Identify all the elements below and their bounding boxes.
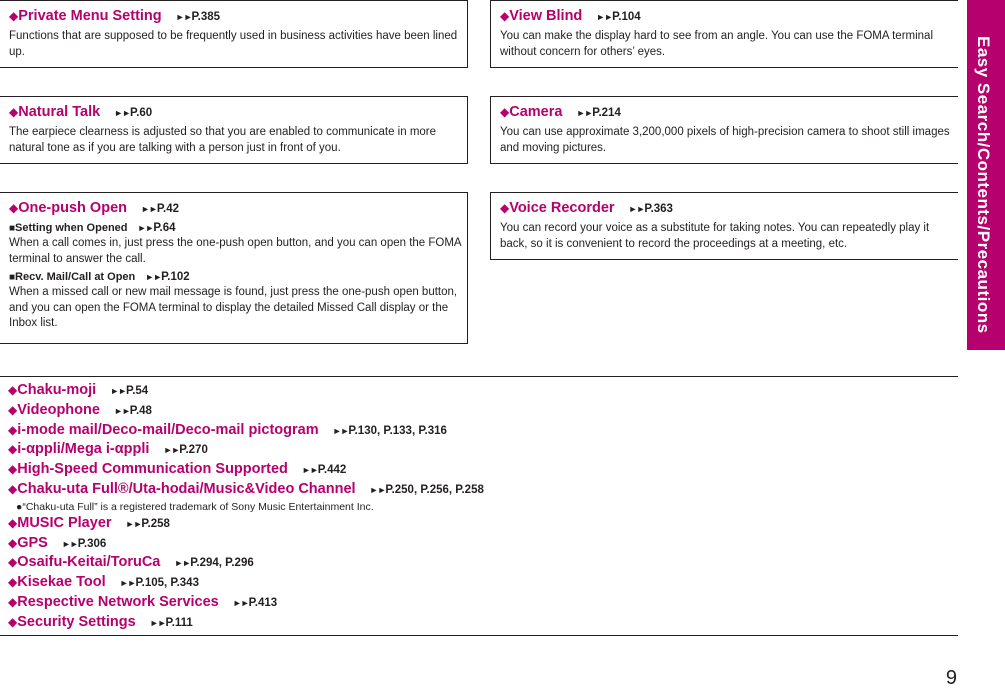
diamond-icon: ◆ xyxy=(8,442,18,457)
title-text: One-push Open xyxy=(18,200,127,216)
list-item xyxy=(8,514,950,534)
title-text: Natural Talk xyxy=(18,104,101,120)
list-item-title: i-mode mail/Deco-mail/Deco-mail pictogram xyxy=(17,421,319,438)
arrow-icon: ►► xyxy=(596,12,613,22)
arrow-icon: ►► xyxy=(149,617,166,628)
page-ref xyxy=(163,444,207,456)
page-ref-text: P.48 xyxy=(129,404,152,417)
bullet-icon: ● xyxy=(16,500,23,513)
page-ref xyxy=(302,464,346,476)
page-ref-text: P.105, P.343 xyxy=(135,577,199,590)
page-ref xyxy=(114,405,152,417)
diamond-icon: ◆ xyxy=(8,402,18,417)
trademark-note-text: “Chaku-uta Full” is a registered trademark of Sony Music Entertainment Inc. xyxy=(22,500,374,513)
page-ref xyxy=(110,385,148,397)
list-item-title: High-Speed Communication Supported xyxy=(17,461,288,478)
arrow-icon: ►► xyxy=(114,108,130,118)
list-item xyxy=(8,613,950,633)
feature-list xyxy=(0,376,958,636)
arrow-icon: ►► xyxy=(163,445,180,456)
page-ref-text: P.270 xyxy=(179,444,208,457)
page-ref xyxy=(126,518,170,530)
page-ref-text: P.60 xyxy=(130,107,153,119)
list-item xyxy=(8,440,950,460)
page-ref-text: P.363 xyxy=(644,203,673,215)
subsection-title-text: Setting when Opened xyxy=(15,222,128,234)
page-ref-text: P.413 xyxy=(248,596,278,609)
page-ref-text: P.104 xyxy=(612,11,641,23)
page-ref-text: P.111 xyxy=(165,616,193,629)
diamond-icon: ◆ xyxy=(8,575,18,590)
diamond-icon: ◆ xyxy=(500,9,510,23)
arrow-icon: ►► xyxy=(140,204,157,214)
section-title xyxy=(9,199,461,218)
square-icon: ■ xyxy=(9,223,16,234)
page-ref-text: P.102 xyxy=(161,271,190,283)
page-ref xyxy=(596,11,640,23)
page-ref xyxy=(114,107,152,119)
page-ref-text: P.442 xyxy=(317,464,347,477)
section-description: You can make the display hard to see from an angle. You can use the FOMA terminal without concern for others’ eyes. xyxy=(500,30,934,58)
arrow-icon: ►► xyxy=(174,558,191,569)
subsection-description: When a call comes in, just press the one-push open button, and you can open the FOMA terminal to answer the call. xyxy=(9,237,461,265)
page-ref-text: P.54 xyxy=(126,385,149,397)
side-tab-bar xyxy=(967,0,1005,350)
list-item-title: GPS xyxy=(17,534,48,551)
side-tab-label: Easy Search/Contents/Precautions xyxy=(974,36,993,334)
section-voice-recorder xyxy=(490,192,958,260)
list-item-title: Kisekae Tool xyxy=(17,574,106,591)
page-ref-text: P.64 xyxy=(153,222,176,234)
section-natural-talk xyxy=(0,96,468,164)
section-one-push-open xyxy=(0,192,468,344)
section-view-blind xyxy=(490,0,958,68)
list-item-title: Security Settings xyxy=(17,613,136,630)
section-title xyxy=(9,7,461,26)
arrow-icon: ►► xyxy=(61,538,78,549)
list-item-title: i-αppli/Mega i-αppli xyxy=(17,441,150,458)
page-ref xyxy=(333,425,447,437)
arrow-icon: ►► xyxy=(113,405,130,416)
subsection-description: When a missed call or new mail message is found, just press the one-push open button, and you can open the FOMA terminal to display the detailed Missed Call display or the Inbox list. xyxy=(9,286,458,329)
page-ref xyxy=(370,484,484,496)
diamond-icon: ◆ xyxy=(8,515,18,530)
page-ref xyxy=(176,11,220,23)
section-description: Functions that are supposed to be frequently used in business activities have been lined up. xyxy=(9,30,458,58)
trademark-note xyxy=(8,500,950,514)
page-number: 9 xyxy=(945,667,957,689)
list-item xyxy=(8,421,950,441)
page-ref xyxy=(576,107,620,119)
page-ref-text: P.42 xyxy=(156,203,179,215)
page-ref xyxy=(233,597,277,609)
diamond-icon: ◆ xyxy=(9,105,19,119)
arrow-icon: ►► xyxy=(119,578,136,589)
list-item xyxy=(8,401,950,421)
diamond-icon: ◆ xyxy=(8,481,18,496)
diamond-icon: ◆ xyxy=(8,462,18,477)
diamond-icon: ◆ xyxy=(500,105,510,119)
diamond-icon: ◆ xyxy=(500,201,510,215)
section-description: The earpiece clearness is adjusted so that you are enabled to communicate in more natural tone as if you are talking with a person just in front of you. xyxy=(9,126,437,154)
subsection-title-text: Recv. Mail/Call at Open xyxy=(15,271,136,283)
subsection-title xyxy=(9,221,461,236)
arrow-icon: ►► xyxy=(232,597,249,608)
list-item-title: Chaku-uta Full®/Uta-hodai/Music&Video Channel xyxy=(17,480,356,497)
list-item xyxy=(8,480,950,500)
arrow-icon: ►► xyxy=(175,12,192,22)
page-ref xyxy=(150,617,193,629)
section-camera xyxy=(490,96,958,164)
page-ref-text: P.294, P.296 xyxy=(190,557,254,570)
list-item-title: Respective Network Services xyxy=(17,593,219,610)
diamond-icon: ◆ xyxy=(9,9,19,23)
list-item xyxy=(8,381,950,401)
diamond-icon: ◆ xyxy=(8,383,18,397)
title-text: Voice Recorder xyxy=(509,200,615,216)
page-ref-text: P.258 xyxy=(141,517,170,530)
side-tab xyxy=(967,0,1005,694)
section-title xyxy=(500,103,952,122)
list-item-title: Osaifu-Keitai/ToruCa xyxy=(17,554,161,571)
page-ref xyxy=(62,538,106,550)
section-title xyxy=(500,199,952,218)
page-ref-text: P.306 xyxy=(77,537,107,550)
section-private-menu xyxy=(0,0,468,68)
arrow-icon: ►► xyxy=(369,484,386,495)
arrow-icon: ►► xyxy=(576,108,593,118)
page-ref-text: P.385 xyxy=(191,11,221,23)
diamond-icon: ◆ xyxy=(8,614,18,629)
arrow-icon: ►► xyxy=(125,518,142,529)
subsection-title xyxy=(9,270,461,285)
section-description: You can use approximate 3,200,000 pixels of high-precision camera to shoot still images and moving pictures. xyxy=(500,126,950,154)
diamond-icon: ◆ xyxy=(8,555,18,570)
page-ref xyxy=(174,557,253,569)
list-item-title: MUSIC Player xyxy=(17,514,112,531)
page-ref xyxy=(629,203,673,215)
arrow-icon: ►► xyxy=(137,223,154,233)
page-ref-text: P.250, P.256, P.258 xyxy=(385,483,484,496)
page-ref-text: P.130, P.133, P.316 xyxy=(348,424,447,437)
list-item-title: Videophone xyxy=(17,401,100,418)
list-item xyxy=(8,573,950,593)
list-item xyxy=(8,593,950,613)
list-item xyxy=(8,553,950,573)
page-ref xyxy=(145,271,189,283)
title-text: Camera xyxy=(509,104,563,120)
section-description: You can record your voice as a substitute for taking notes. You can repeatedly play it back, so it is convenient to record the proceedings at a meeting, etc. xyxy=(500,222,930,250)
diamond-icon: ◆ xyxy=(8,594,18,609)
page-ref xyxy=(138,222,176,234)
arrow-icon: ►► xyxy=(332,425,349,436)
title-text: View Blind xyxy=(509,8,583,24)
diamond-icon: ◆ xyxy=(9,201,19,215)
arrow-icon: ►► xyxy=(110,386,127,396)
diamond-icon: ◆ xyxy=(8,422,18,437)
square-icon: ■ xyxy=(9,272,16,283)
arrow-icon: ►► xyxy=(628,204,645,214)
diamond-icon: ◆ xyxy=(8,535,18,550)
list-item-title: Chaku-moji xyxy=(17,382,97,398)
page-ref-text: P.214 xyxy=(592,107,621,119)
list-item xyxy=(8,534,950,554)
title-text: Private Menu Setting xyxy=(18,8,162,24)
arrow-icon: ►► xyxy=(145,272,162,282)
section-title xyxy=(500,7,952,26)
page-ref xyxy=(141,203,179,215)
arrow-icon: ►► xyxy=(301,465,318,476)
list-item xyxy=(8,460,950,480)
page-ref xyxy=(120,577,199,589)
section-title xyxy=(9,103,461,122)
